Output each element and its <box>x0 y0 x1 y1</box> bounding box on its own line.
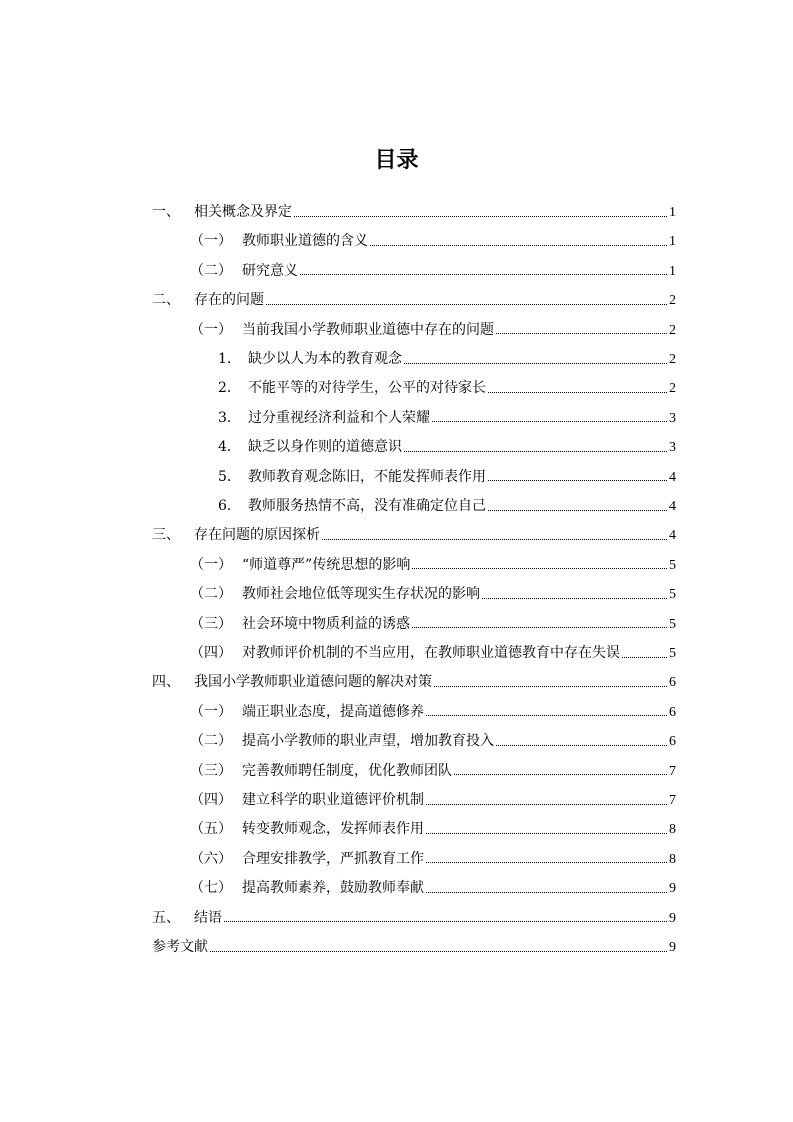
toc-entry-title: 我国小学教师职业道德问题的解决对策 <box>194 674 432 691</box>
toc-entry-title: 教师社会地位低等现实生存状况的影响 <box>242 586 480 603</box>
toc-entry-page-number: 4 <box>669 499 676 514</box>
toc-entry[interactable] <box>218 404 676 432</box>
toc-entry-page-number: 2 <box>669 322 676 338</box>
toc-entry-page-number: 5 <box>669 587 676 603</box>
toc-entry[interactable] <box>218 492 676 520</box>
dot-leader <box>496 333 667 334</box>
toc-entry[interactable] <box>190 610 676 638</box>
dot-leader <box>300 274 667 275</box>
toc-entry[interactable] <box>190 257 676 285</box>
toc-entry[interactable] <box>218 345 676 373</box>
toc-entry-number: 一、 <box>152 204 180 220</box>
toc-entry-number: 4． <box>218 439 241 456</box>
toc-entry-title: 完善教师聘任制度，优化教师团队 <box>242 762 452 779</box>
toc-entry-title: 对教师评价机制的不当应用，在教师职业道德教育中存在失误 <box>242 645 620 661</box>
toc-entry-number: （六） <box>190 850 232 867</box>
dot-leader <box>482 598 667 599</box>
toc-entry-page-number: 1 <box>669 205 676 220</box>
dot-leader <box>426 862 667 863</box>
toc-entry-title: 提高小学教师的职业声望，增加教育投入 <box>242 733 494 750</box>
toc-entry[interactable] <box>190 227 676 255</box>
toc-entry-title: 存在问题的原因探析 <box>194 527 320 544</box>
toc-entry-number: 5． <box>218 468 241 485</box>
toc-entry-page-number: 4 <box>669 469 676 485</box>
toc-entry-page-number: 1 <box>669 263 676 279</box>
toc-entry-title: 教师教育观念陈旧，不能发挥师表作用 <box>248 468 486 485</box>
toc-entry[interactable] <box>152 521 676 549</box>
toc-entry-page-number: 2 <box>669 293 676 309</box>
toc-entry-title: 合理安排教学，严抓教育工作 <box>242 850 424 867</box>
toc-entry[interactable] <box>218 374 676 402</box>
toc-entry[interactable] <box>218 433 676 461</box>
toc-entry-title: 结语 <box>194 909 222 926</box>
dot-leader <box>412 568 667 569</box>
toc-entry-title: 教师职业道德的含义 <box>242 233 368 250</box>
toc-entry-number: （七） <box>190 880 232 897</box>
dot-leader <box>496 745 667 746</box>
toc-entry-number: 3． <box>218 409 241 426</box>
toc-entry[interactable] <box>152 286 676 314</box>
toc-entry-title: 参考文献 <box>152 939 208 955</box>
toc-entry-title: 转变教师观念，发挥师表作用 <box>242 821 424 838</box>
toc-entry-page-number: 8 <box>669 851 676 867</box>
toc-entry-number: （二） <box>190 262 232 279</box>
toc-entry-number: （三） <box>190 615 232 632</box>
dot-leader <box>412 627 667 628</box>
dot-leader <box>426 804 667 805</box>
page-title: 目录 <box>374 148 419 173</box>
toc-entry-number: （一） <box>190 233 232 250</box>
toc-entry-page-number: 7 <box>669 763 676 779</box>
toc-entry-page-number: 2 <box>669 381 676 397</box>
toc-entry-title: 缺乏以身作则的道德意识 <box>248 439 402 456</box>
toc-entry-page-number: 1 <box>669 234 676 250</box>
dot-leader <box>370 245 667 246</box>
dot-leader <box>488 480 667 481</box>
toc-entry-number: 四、 <box>152 674 180 691</box>
toc-entry-number: （一） <box>190 703 232 720</box>
toc-entry-number: （三） <box>190 762 232 779</box>
toc-entry[interactable] <box>190 316 676 344</box>
toc-entry-page-number: 6 <box>669 675 676 691</box>
toc-entry-title: 研究意义 <box>242 262 298 279</box>
toc-entry[interactable] <box>190 698 676 726</box>
dot-leader <box>426 715 667 716</box>
toc-entry[interactable] <box>152 668 676 696</box>
toc-entry-title: 存在的问题 <box>194 292 264 309</box>
toc-entry[interactable] <box>190 845 676 873</box>
toc-entry-number: （一） <box>190 556 232 573</box>
toc-entry[interactable] <box>190 551 676 579</box>
toc-entry-title: 建立科学的职业道德评价机制 <box>242 792 424 808</box>
dot-leader <box>426 833 667 834</box>
toc-entry[interactable] <box>190 757 676 785</box>
toc-entry-title: 相关概念及界定 <box>194 204 292 220</box>
toc-entry-number: 2． <box>218 380 241 397</box>
toc-entry[interactable] <box>152 933 676 961</box>
toc-entry-title: 当前我国小学教师职业道德中存在的问题 <box>242 321 494 338</box>
toc-entry-page-number: 5 <box>669 616 676 632</box>
toc-entry[interactable] <box>190 580 676 608</box>
toc-entry-page-number: 5 <box>669 646 676 661</box>
toc-entry-page-number: 6 <box>669 704 676 720</box>
dot-leader <box>434 686 667 687</box>
toc-entry-page-number: 2 <box>669 352 676 367</box>
dot-leader <box>622 657 667 658</box>
toc-entry-number: 三、 <box>152 527 180 544</box>
toc-entry-page-number: 7 <box>669 793 676 808</box>
toc-entry-number: （二） <box>190 586 232 603</box>
dot-leader <box>404 363 667 364</box>
dot-leader <box>224 921 667 922</box>
toc-entry-page-number: 8 <box>669 822 676 838</box>
toc-entry-page-number: 3 <box>669 410 676 426</box>
toc-entry[interactable] <box>190 786 676 814</box>
toc-entry[interactable] <box>152 904 676 932</box>
toc-entry-number: （五） <box>190 821 232 838</box>
dot-leader <box>294 216 667 217</box>
toc-entry-number: 1． <box>218 351 241 367</box>
dot-leader <box>266 304 667 305</box>
toc-entry-title: 过分重视经济利益和个人荣耀 <box>248 409 430 426</box>
dot-leader <box>404 451 667 452</box>
dot-leader <box>322 539 667 540</box>
dot-leader <box>454 774 667 775</box>
dot-leader <box>432 421 667 422</box>
toc-entry-number: 五、 <box>152 909 180 926</box>
toc-entry[interactable] <box>190 727 676 755</box>
toc-entry-number: （一） <box>190 321 232 338</box>
toc-entry-page-number: 3 <box>669 440 676 456</box>
toc-entry-number: （四） <box>190 792 232 808</box>
toc-entry-page-number: 6 <box>669 734 676 750</box>
toc-entry-page-number: 5 <box>669 557 676 573</box>
toc-entry[interactable] <box>190 815 676 843</box>
toc-entry-title: 社会环境中物质利益的诱惑 <box>242 615 410 632</box>
dot-leader <box>488 510 667 511</box>
toc-entry-title: 教师服务热情不高，没有准确定位自己 <box>248 498 486 514</box>
toc-entry-page-number: 9 <box>669 940 676 955</box>
dot-leader <box>426 892 667 893</box>
toc-entry-title: 缺少以人为本的教育观念 <box>248 351 402 367</box>
toc-entry-title: 端正职业态度，提高道德修养 <box>242 703 424 720</box>
toc-entry-title: 不能平等的对待学生，公平的对待家长 <box>248 380 486 397</box>
toc-entry-page-number: 9 <box>669 881 676 897</box>
dot-leader <box>488 392 667 393</box>
dot-leader <box>210 951 667 952</box>
toc-entry-page-number: 9 <box>669 910 676 926</box>
toc-entry-number: 6． <box>218 498 241 514</box>
toc-entry[interactable] <box>218 463 676 491</box>
toc-entry-page-number: 4 <box>669 528 676 544</box>
toc-entry-title: “师道尊严”传统思想的影响 <box>242 556 411 573</box>
toc-entry[interactable] <box>190 639 676 667</box>
toc-entry-title: 提高教师素养，鼓励教师奉献 <box>242 880 424 897</box>
toc-entry[interactable] <box>190 874 676 902</box>
toc-entry-number: 二、 <box>152 292 180 309</box>
toc-entry[interactable] <box>152 198 676 226</box>
toc-entry-number: （四） <box>190 645 232 661</box>
toc-entry-number: （二） <box>190 733 232 750</box>
